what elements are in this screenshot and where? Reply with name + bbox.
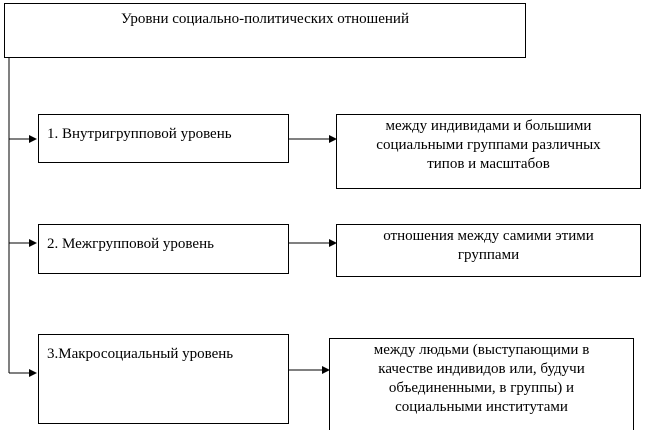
level-box-2 bbox=[38, 224, 289, 274]
description-line: социальными группами различных bbox=[376, 137, 601, 153]
description-line: между индивидами и большими bbox=[385, 118, 592, 134]
description-line: типов и масштабов bbox=[427, 156, 550, 172]
description-text-3 bbox=[336, 341, 627, 417]
description-text-1 bbox=[343, 117, 634, 174]
level-box-1 bbox=[38, 114, 289, 163]
description-line: социальными институтами bbox=[395, 399, 568, 415]
description-box-2 bbox=[336, 224, 641, 277]
title-box bbox=[4, 3, 526, 58]
description-text-2 bbox=[343, 227, 634, 265]
level-label-3: 3.Макросоциальный уровень bbox=[47, 346, 234, 362]
level-label-2: 2. Межгрупповой уровень bbox=[47, 236, 214, 252]
description-box-1 bbox=[336, 114, 641, 189]
description-line: объединенными, в группы) и bbox=[388, 380, 575, 396]
description-line: группами bbox=[457, 247, 520, 263]
level-box-3 bbox=[38, 334, 289, 424]
description-line: между людьми (выступающими в bbox=[373, 342, 590, 358]
diagram-title: Уровни социально-политических отношений bbox=[121, 11, 409, 27]
description-line: отношения между самими этими bbox=[383, 228, 594, 244]
description-box-3 bbox=[329, 338, 634, 430]
description-line: качестве индивидов или, будучи bbox=[378, 361, 585, 377]
level-label-1: 1. Внутригрупповой уровень bbox=[47, 126, 232, 142]
